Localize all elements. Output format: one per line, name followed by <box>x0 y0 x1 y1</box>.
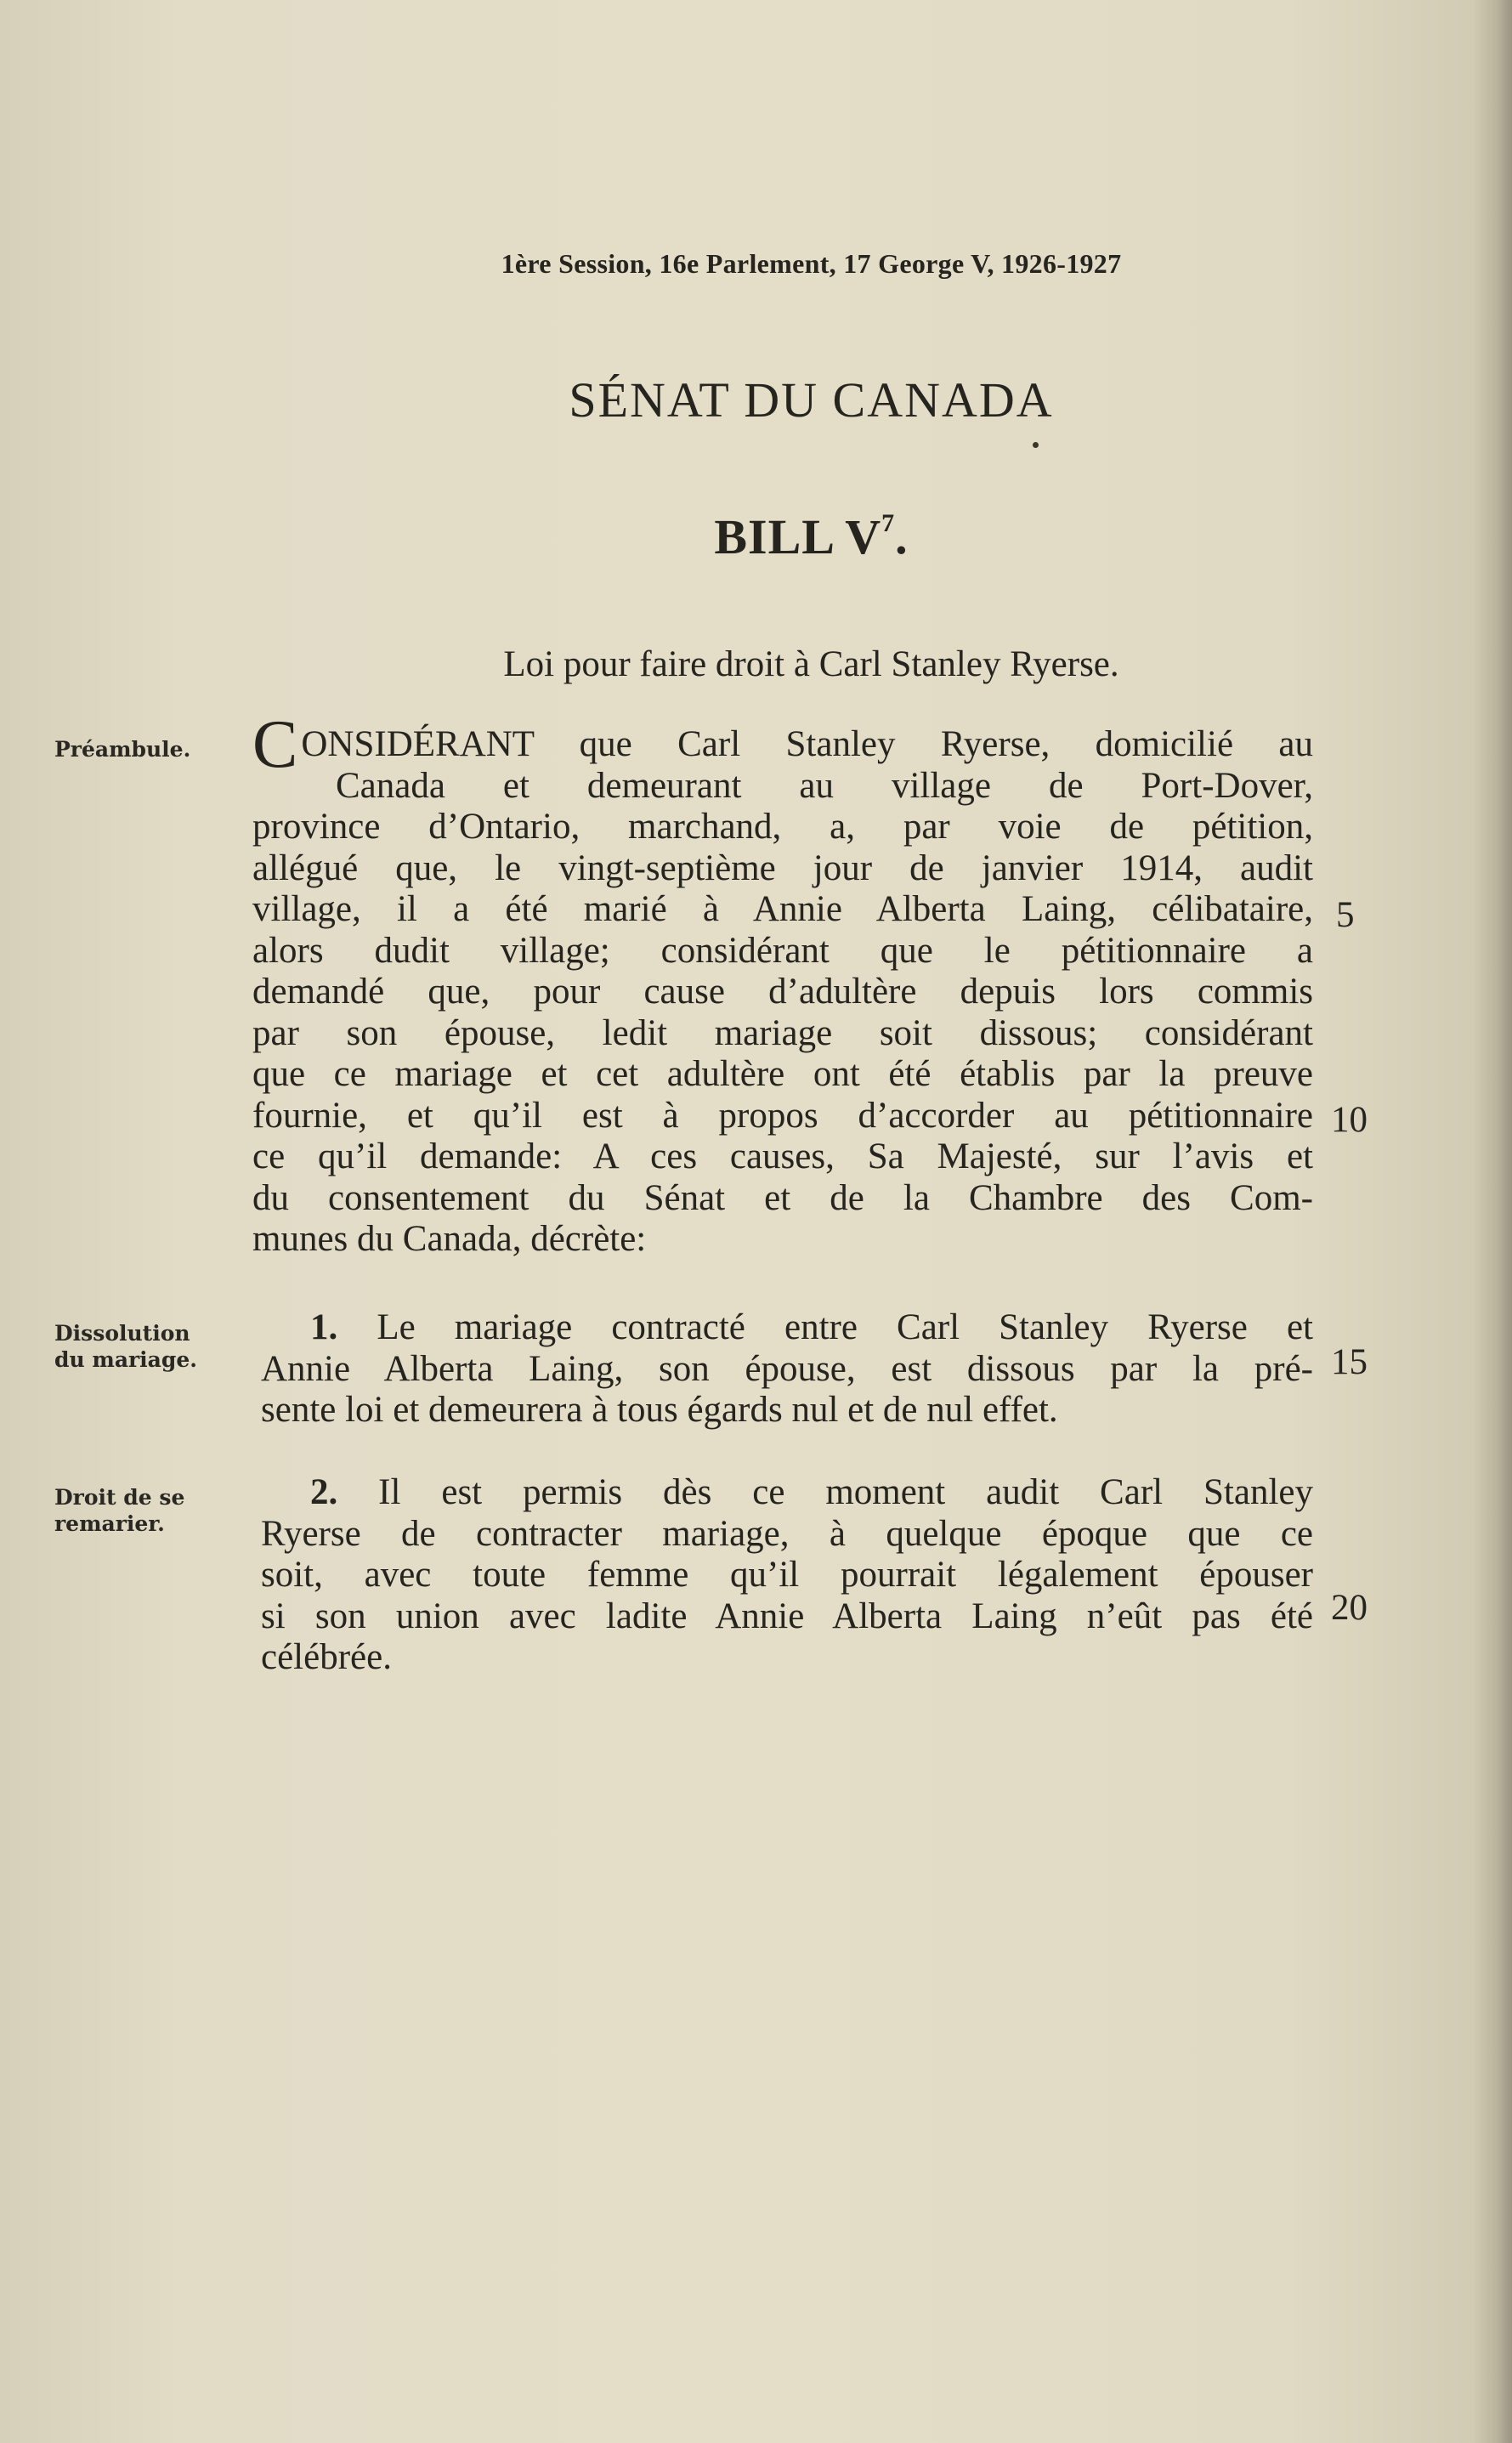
margin-note-dissolution <box>54 1320 224 1373</box>
bill-period: . <box>895 509 909 564</box>
margin-note-remarry-line1: Droit de se <box>54 1485 185 1510</box>
section-2-line-1-text: Il est permis dès ce moment audit Carl Stanley <box>378 1472 1313 1512</box>
page-edge-shadow <box>1473 0 1512 2443</box>
preamble-line-11: ce qu’il demande: A ces causes, Sa Majesté, sur l’avis et <box>252 1136 1313 1176</box>
section-2-line-3: soit, avec toute femme qu’il pourrait légalement épouser <box>261 1555 1313 1595</box>
section-2-number: 2. <box>310 1472 338 1512</box>
line-number-5: 5 <box>1336 895 1355 935</box>
preamble-line-6: alors dudit village; considérant que le pétitionnaire a <box>252 930 1313 971</box>
margin-note-preamble: Préambule. <box>54 737 191 762</box>
section-2-paragraph <box>261 1472 1313 1679</box>
preamble-line-1-text: ONSIDÉRANT que Carl Stanley Ryerse, domicilié au <box>301 724 1313 764</box>
line-number-20: 20 <box>1331 1588 1368 1628</box>
bill-label: BILL V <box>714 509 882 564</box>
preamble-line-2: Canada et demeurant au village de Port-Dover, <box>336 765 1313 806</box>
preamble-line-9: que ce mariage et cet adultère ont été établis par la preuve <box>252 1054 1313 1094</box>
senate-title: SÉNAT DU CANADA <box>569 372 1054 428</box>
line-number-15: 15 <box>1331 1342 1368 1382</box>
margin-note-dissolution-line2: du mariage. <box>54 1347 197 1372</box>
section-1-line-1 <box>261 1307 1313 1349</box>
section-1-line-2: Annie Alberta Laing, son épouse, est dissous par la pré- <box>261 1348 1313 1389</box>
preamble-dropcap: C <box>252 707 298 782</box>
preamble-line-7: demandé que, pour cause d’adultère depuis lors commis <box>252 972 1313 1012</box>
preamble-line-5: village, il a été marié à Annie Alberta Laing, célibataire, <box>252 889 1313 929</box>
section-1-line-1-text: Le mariage contracté entre Carl Stanley Ryerse et <box>377 1307 1313 1347</box>
session-header: 1ère Session, 16e Parlement, 17 George V, 1926-1927 <box>501 248 1122 279</box>
preamble-line-3: province d’Ontario, marchand, a, par voie de pétition, <box>252 807 1313 847</box>
section-1-paragraph <box>261 1307 1313 1431</box>
preamble-line-13: munes du Canada, décrète: <box>252 1219 647 1259</box>
preamble-paragraph <box>252 707 1313 1261</box>
preamble-line-4: allégué que, le vingt-septième jour de janvier 1914, audit <box>252 847 1313 888</box>
preamble-line-10: fournie, et qu’il est à propos d’accorder au pétitionnaire <box>252 1095 1313 1136</box>
margin-note-remarry-line2: remarier. <box>54 1511 165 1536</box>
section-1-number: 1. <box>310 1307 338 1347</box>
bill-superscript: 7 <box>881 509 896 537</box>
section-2-line-1 <box>261 1472 1313 1514</box>
margin-note-dissolution-line1: Dissolution <box>54 1321 190 1346</box>
preamble-line-12: du consentement du Sénat et de la Chambre des Com- <box>252 1177 1313 1218</box>
margin-note-remarry <box>54 1484 224 1537</box>
preamble-line-1 <box>252 707 1313 782</box>
section-2-line-4: si son union avec ladite Annie Alberta Laing n’eût pas été <box>261 1596 1313 1636</box>
decorative-dot <box>1033 442 1039 448</box>
preamble-line-8: par son épouse, ledit mariage soit dissous; considérant <box>252 1012 1313 1053</box>
section-2-line-2: Ryerse de contracter mariage, à quelque époque que ce <box>261 1513 1313 1554</box>
line-number-10: 10 <box>1331 1100 1368 1140</box>
bill-title <box>0 508 1512 565</box>
section-1-line-3: sente loi et demeurera à tous égards nul et de nul effet. <box>261 1390 1058 1430</box>
section-2-line-5: célébrée. <box>261 1637 392 1677</box>
bill-subtitle: Loi pour faire droit à Carl Stanley Ryerse. <box>503 644 1119 684</box>
